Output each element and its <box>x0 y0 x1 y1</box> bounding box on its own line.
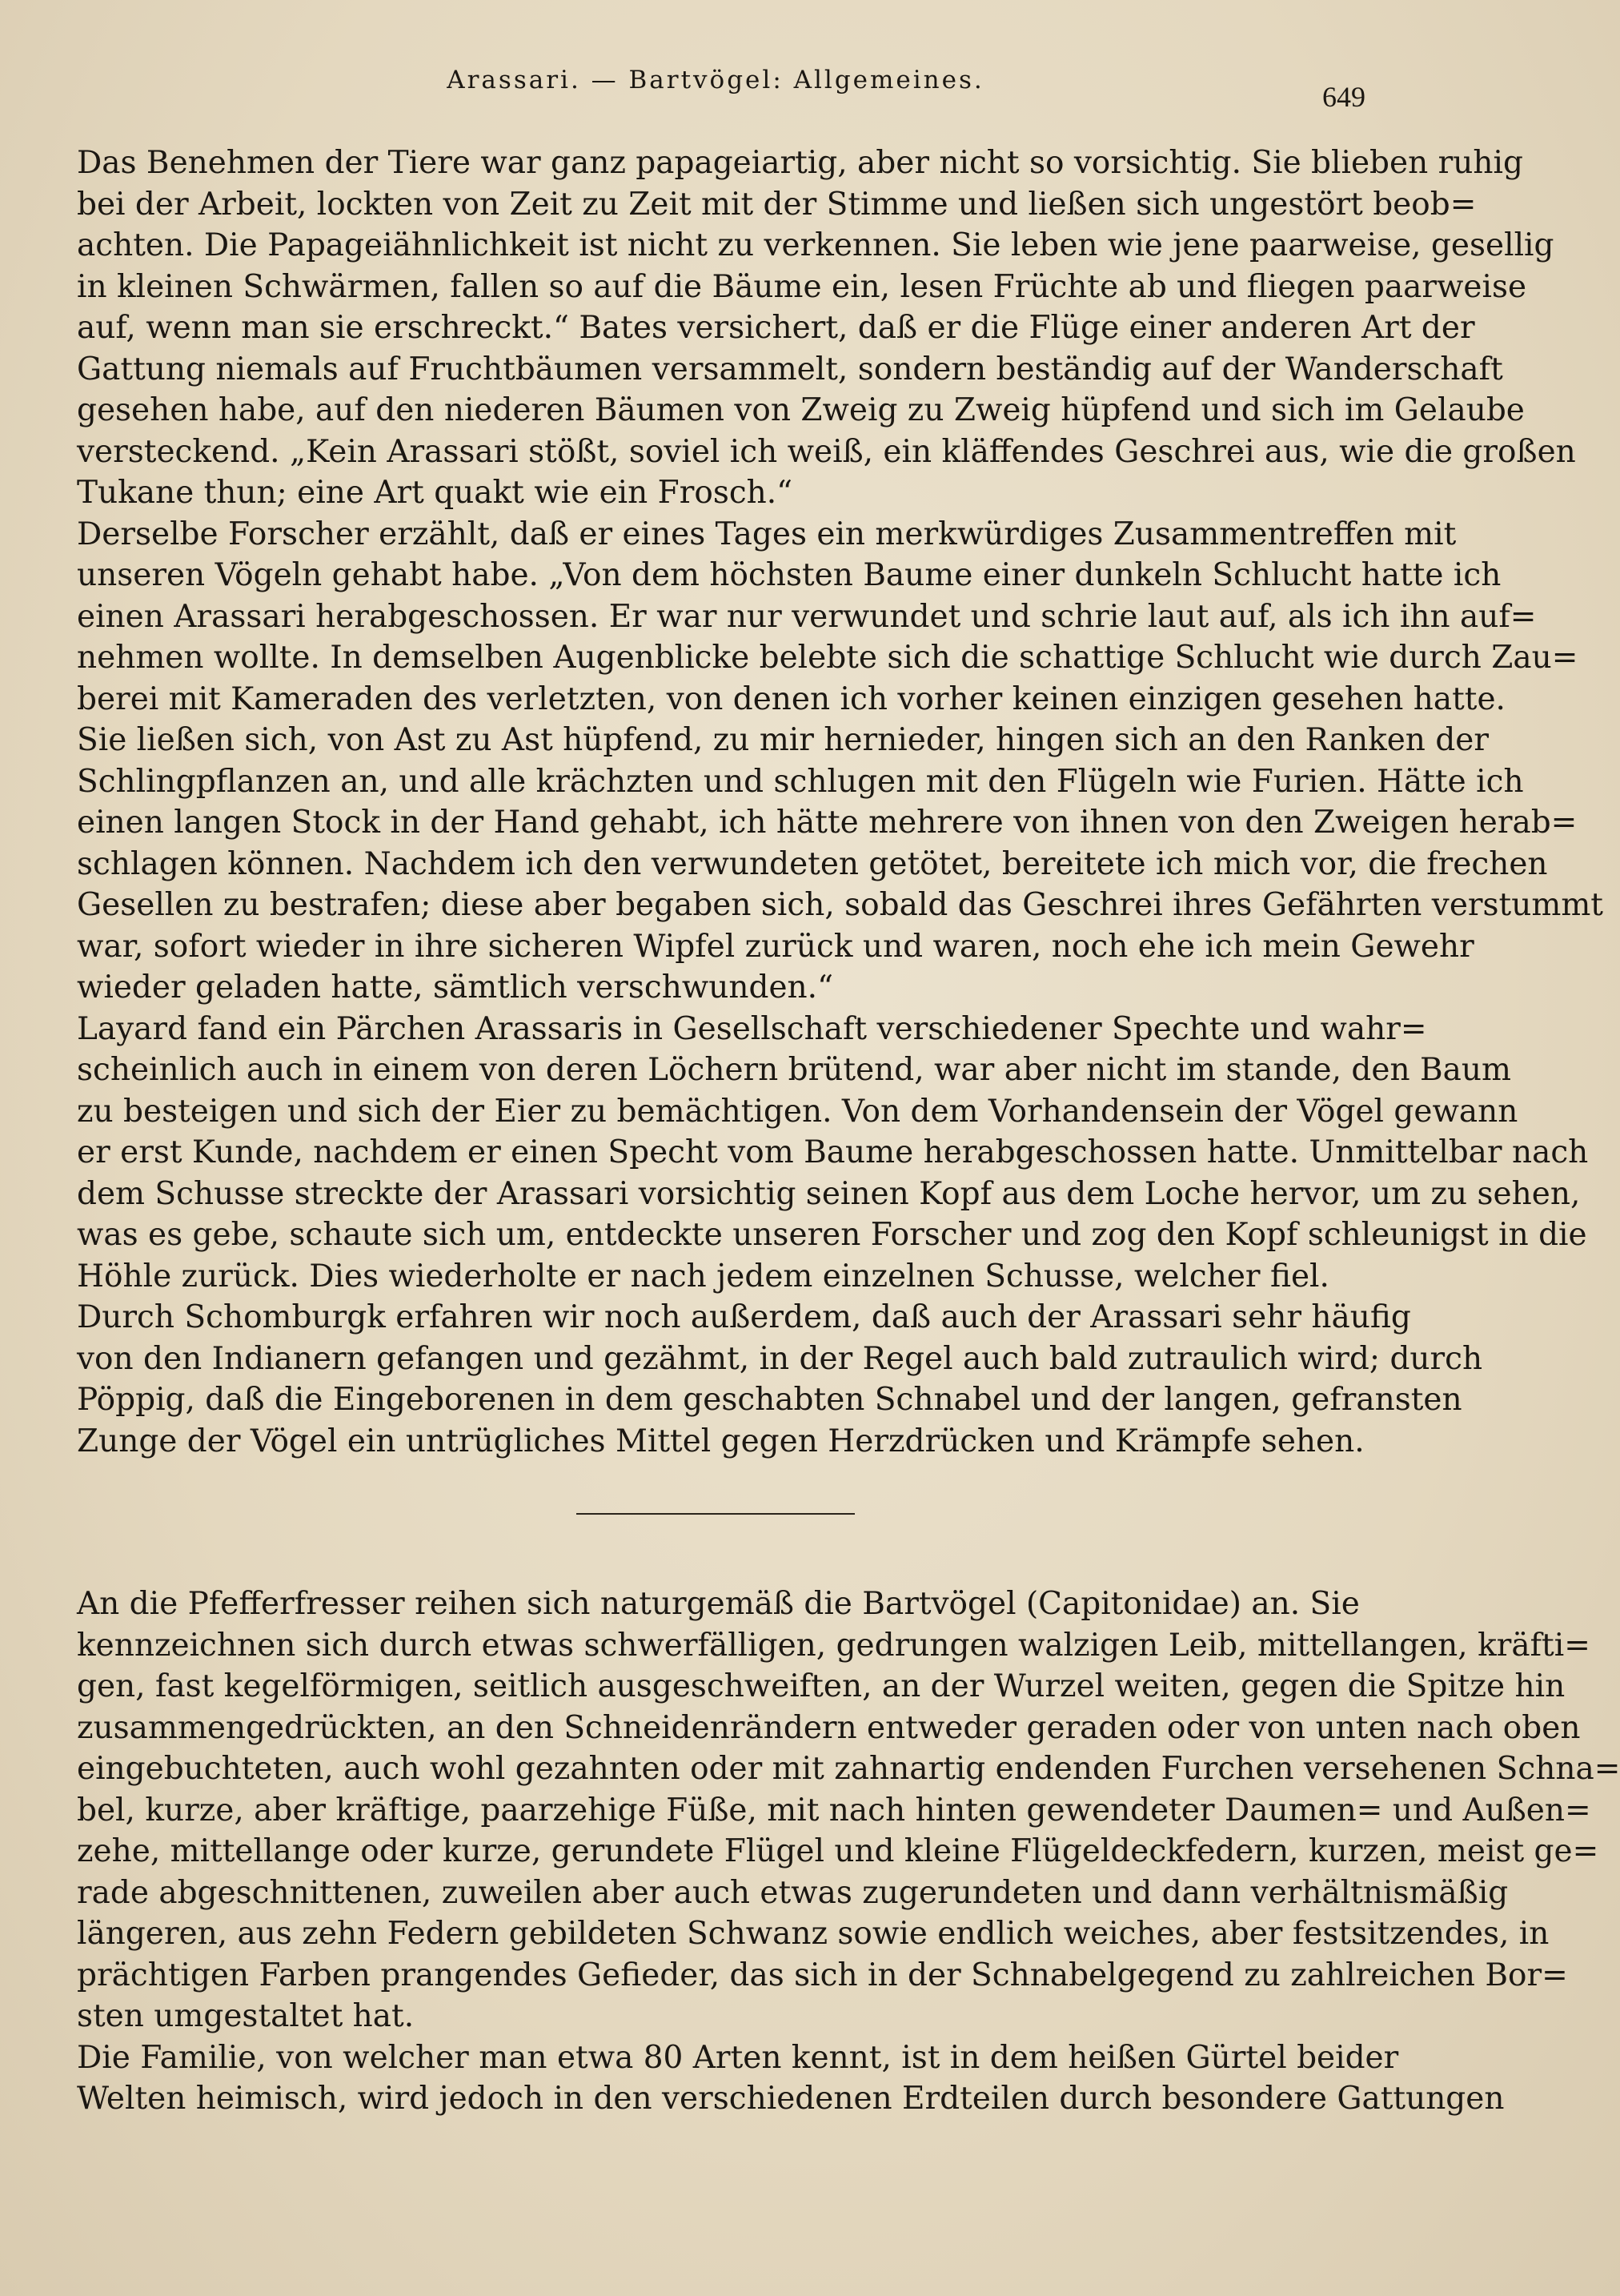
text-line: Pöppig, daß die Eingeborenen in dem geschabten Schnabel und der langen, gefransten <box>77 1382 1462 1418</box>
text-line: zehe, mittellange oder kurze, gerundete Flügel und kleine Flügeldeckfedern, kurzen, meist ge= <box>77 1833 1599 1869</box>
text-line: zusammengedrückten, an den Schneidenrändern entweder geraden oder von unten nach oben <box>77 1709 1581 1746</box>
text-line: er erst Kunde, nachdem er einen Specht vom Baume herabgeschossen hatte. Unmittelbar nach <box>77 1134 1589 1170</box>
page-number: 649 <box>1322 81 1365 113</box>
text-line: Gesellen zu bestrafen; diese aber begaben sich, sobald das Geschrei ihres Gefährten verstummt <box>77 887 1603 923</box>
section-bartvoegel <box>77 1584 1620 2120</box>
text-line: bel, kurze, aber kräftige, paarzehige Füße, mit nach hinten gewendeter Daumen= und Außen= <box>77 1792 1591 1828</box>
text-line: unseren Vögeln gehabt habe. „Von dem höchsten Baume einer dunkeln Schlucht hatte ich <box>77 557 1502 593</box>
text-line: bei der Arbeit, lockten von Zeit zu Zeit mit der Stimme und ließen sich ungestört beob= <box>77 186 1477 223</box>
page-header <box>77 56 1365 113</box>
text-line: was es gebe, schaute sich um, entdeckte unseren Forscher und zog den Kopf schleunigst in die <box>77 1217 1587 1253</box>
text-line: einen langen Stock in der Hand gehabt, ich hätte mehrere von ihnen von den Zweigen herab= <box>77 805 1578 841</box>
text-line: gesehen habe, auf den niederen Bäumen von Zweig zu Zweig hüpfend und sich im Gelaube <box>77 392 1525 428</box>
running-head: Arassari. — Bartvögel: Allgemeines. <box>447 66 984 94</box>
text-line: Layard fand ein Pärchen Arassaris in Gesellschaft verschiedener Spechte und wahr= <box>77 1010 1427 1047</box>
text-line: dem Schusse streckte der Arassari vorsichtig seinen Kopf aus dem Loche hervor, um zu sehen, <box>77 1175 1581 1212</box>
text-line: Zunge der Vögel ein untrügliches Mittel gegen Herzdrücken und Krämpfe sehen. <box>77 1423 1365 1459</box>
text-line: wieder geladen hatte, sämtlich verschwunden.“ <box>77 969 834 1006</box>
text-line: Durch Schomburgk erfahren wir noch außerdem, daß auch der Arassari sehr häufig <box>77 1299 1411 1335</box>
text-line: Gattung niemals auf Fruchtbäumen versammelt, sondern beständig auf der Wanderschaft <box>77 351 1503 387</box>
book-page <box>77 56 1620 2120</box>
text-line: zu besteigen und sich der Eier zu bemächtigen. Von dem Vorhandensein der Vögel gewann <box>77 1093 1518 1130</box>
text-line: achten. Die Papageiähnlichkeit ist nicht zu verkennen. Sie leben wie jene paarweise, gesellig <box>77 227 1554 263</box>
section-arassari <box>77 142 1603 1462</box>
text-line: Welten heimisch, wird jedoch in den verschiedenen Erdteilen durch besondere Gattungen <box>77 2081 1505 2117</box>
text-line: versteckend. „Kein Arassari stößt, soviel ich weiß, ein kläffendes Geschrei aus, wie die großen <box>77 433 1576 470</box>
text-line: rade abgeschnittenen, zuweilen aber auch etwas zugerundeten und dann verhältnismäßig <box>77 1874 1509 1911</box>
text-line: einen Arassari herabgeschossen. Er war nur verwundet und schrie laut auf, als ich ihn auf= <box>77 598 1537 635</box>
text-line: eingebuchteten, auch wohl gezahnten oder mit zahnartig endenden Furchen versehenen Schna= <box>77 1751 1620 1787</box>
text-line: nehmen wollte. In demselben Augenblicke belebte sich die schattige Schlucht wie durch Zau= <box>77 640 1578 676</box>
text-line: Schlingpflanzen an, und alle krächzten und schlugen mit den Flügeln wie Furien. Hätte ich <box>77 763 1524 800</box>
text-line: von den Indianern gefangen und gezähmt, in der Regel auch bald zutraulich wird; durch <box>77 1340 1483 1377</box>
text-line: Die Familie, von welcher man etwa 80 Arten kennt, ist in dem heißen Gürtel beider <box>77 2039 1399 2076</box>
text-line: war, sofort wieder in ihre sicheren Wipfel zurück und waren, noch ehe ich mein Gewehr <box>77 928 1474 965</box>
text-line: Derselbe Forscher erzählt, daß er eines Tages ein merkwürdiges Zusammentreffen mit <box>77 516 1457 552</box>
text-line: berei mit Kameraden des verletzten, von denen ich vorher keinen einzigen gesehen hatte. <box>77 680 1506 717</box>
text-line: prächtigen Farben prangendes Gefieder, das sich in der Schnabelgegend zu zahlreichen Bor= <box>77 1957 1568 1993</box>
text-line: gen, fast kegelförmigen, seitlich ausgeschweiften, an der Wurzel weiten, gegen die Spitze hin <box>77 1668 1566 1704</box>
section-divider <box>576 1513 855 1515</box>
text-line: Tukane thun; eine Art quakt wie ein Frosch.“ <box>77 475 793 511</box>
body-text <box>77 142 1620 2120</box>
text-line: Sie ließen sich, von Ast zu Ast hüpfend, zu mir hernieder, hingen sich an den Ranken der <box>77 722 1490 758</box>
text-line: An die Pfefferfresser reihen sich naturgemäß die Bartvögel (Capitonidae) an. Sie <box>77 1586 1360 1622</box>
text-line: sten umgestaltet hat. <box>77 1998 415 2034</box>
text-line: in kleinen Schwärmen, fallen so auf die Bäume ein, lesen Früchte ab und fliegen paarweise <box>77 268 1527 305</box>
text-line: Das Benehmen der Tiere war ganz papageiartig, aber nicht so vorsichtig. Sie blieben ruhig <box>77 145 1523 181</box>
text-line: längeren, aus zehn Federn gebildeten Schwanz sowie endlich weiches, aber festsitzendes, in <box>77 1916 1550 1952</box>
text-line: Höhle zurück. Dies wiederholte er nach jedem einzelnen Schusse, welcher fiel. <box>77 1258 1329 1295</box>
text-line: kennzeichnen sich durch etwas schwerfälligen, gedrungen walzigen Leib, mittellangen, kräfti= <box>77 1627 1590 1664</box>
text-line: auf, wenn man sie erschreckt.“ Bates versichert, daß er die Flüge einer anderen Art der <box>77 310 1475 346</box>
text-line: schlagen können. Nachdem ich den verwundeten getötet, bereitete ich mich vor, die frechen <box>77 845 1548 882</box>
text-line: scheinlich auch in einem von deren Löchern brütend, war aber nicht im stande, den Baum <box>77 1052 1511 1088</box>
